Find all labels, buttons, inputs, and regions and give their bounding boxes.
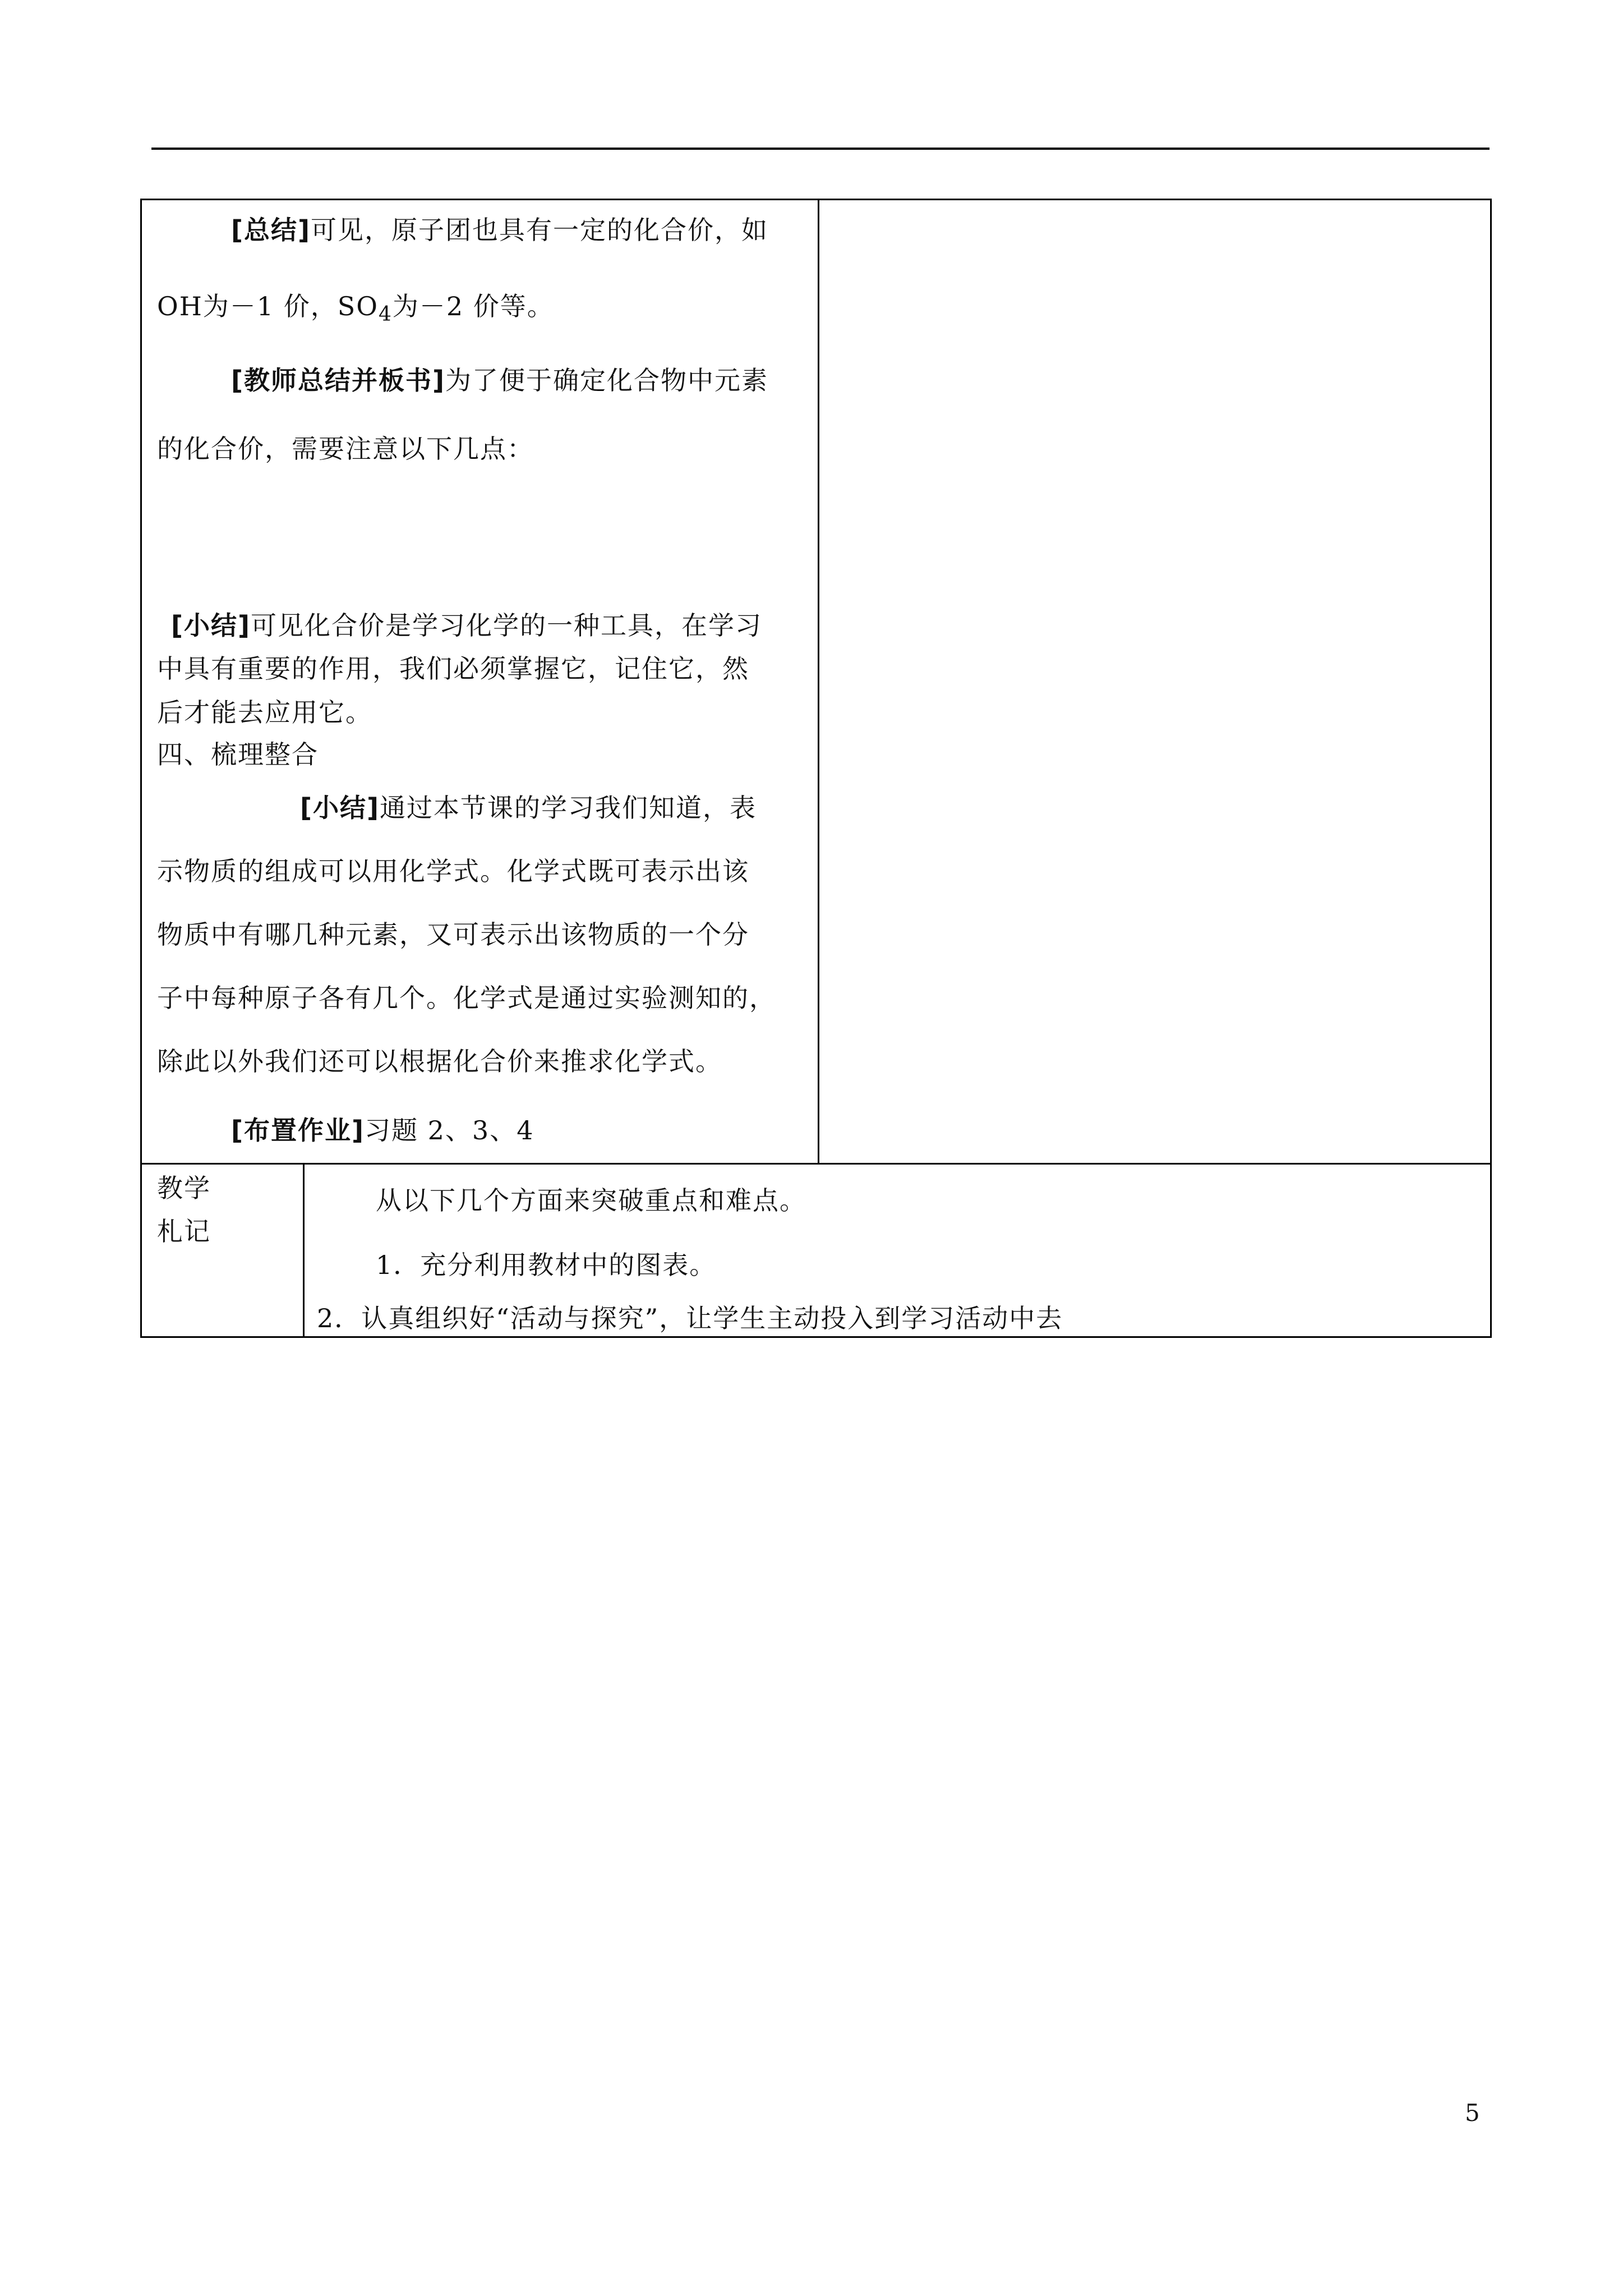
table-column-divider (818, 200, 819, 1163)
integration-summary-line-5 (157, 1045, 722, 1078)
integration-summary-continuation-4: 除此以外我们还可以根据化合价来推求化学式。 (157, 1046, 722, 1076)
homework-text: 习题 2、3、4 (365, 1115, 534, 1145)
mini-summary-text: 可见化合价是学习化学的一种工具，在学习 (251, 610, 763, 641)
section-heading (157, 738, 319, 771)
integration-summary-continuation-1: 示物质的组成可以用化学式。化学式既可表示出该 (157, 856, 749, 886)
integration-summary-line-3 (157, 918, 749, 951)
mini-summary-line-2 (157, 652, 749, 685)
integration-summary-continuation-2: 物质中有哪几种元素，又可表示出该物质的一个分 (157, 919, 749, 950)
notes-label-line-1 (157, 1171, 211, 1205)
mini-summary-line-3 (157, 696, 372, 729)
valence-text-1: 为－1 价，SO (202, 291, 379, 321)
notes-label-line-2 (157, 1214, 211, 1248)
integration-summary-text: 通过本节课的学习我们知道，表 (380, 793, 757, 823)
teacher-summary-text: 为了便于确定化合物中元素 (445, 365, 769, 395)
integration-summary-tag: [小结] (300, 793, 380, 823)
mini-summary-line-1 (171, 609, 762, 642)
summary-tag: [总结] (231, 215, 311, 245)
mini-summary-continuation-2: 后才能去应用它。 (157, 697, 372, 728)
integration-summary-line-4 (157, 981, 776, 1015)
integration-summary-continuation-3: 子中每种原子各有几个。化学式是通过实验测知的， (157, 983, 776, 1013)
integration-summary-line-1 (300, 791, 757, 825)
valence-text-2: 为－2 价等。 (392, 291, 554, 321)
teacher-summary-tag: [教师总结并板书] (231, 365, 446, 395)
page-number: 5 (1465, 2099, 1480, 2127)
notes-content-text-1: 从以下几个方面来突破重点和难点。 (376, 1185, 806, 1216)
header-rule (151, 148, 1490, 150)
integration-summary-line-2 (157, 854, 749, 888)
summary-paragraph-line-2 (157, 289, 554, 332)
oh-formula: OH (157, 291, 203, 321)
summary-paragraph-line-1 (231, 213, 768, 247)
teacher-summary-line-2 (157, 432, 534, 466)
notes-label-text-2: 札记 (157, 1216, 211, 1246)
homework-line (231, 1114, 534, 1147)
notes-content-text-2: 1．充分利用教材中的图表。 (376, 1250, 717, 1280)
mini-summary-tag: [小结] (171, 610, 251, 641)
mini-summary-continuation-1: 中具有重要的作用，我们必须掌握它，记住它，然 (157, 654, 749, 684)
notes-content-text-3: 2．认真组织好“活动与探究”，让学生主动投入到学习活动中去 (317, 1303, 1063, 1333)
notes-content-line-3 (317, 1301, 1063, 1335)
so4-subscript: 4 (378, 303, 393, 326)
notes-label-text-1: 教学 (157, 1173, 211, 1203)
notes-content-line-1 (376, 1184, 806, 1217)
notes-content-line-2 (376, 1248, 716, 1282)
teacher-summary-continuation: 的化合价，需要注意以下几点： (157, 434, 534, 464)
summary-text: 可见，原子团也具有一定的化合价，如 (311, 215, 769, 245)
teacher-summary-line-1 (231, 364, 768, 397)
homework-tag: [布置作业] (231, 1115, 365, 1145)
notes-column-divider (303, 1165, 305, 1336)
section-heading-text: 四、梳理整合 (157, 739, 319, 770)
